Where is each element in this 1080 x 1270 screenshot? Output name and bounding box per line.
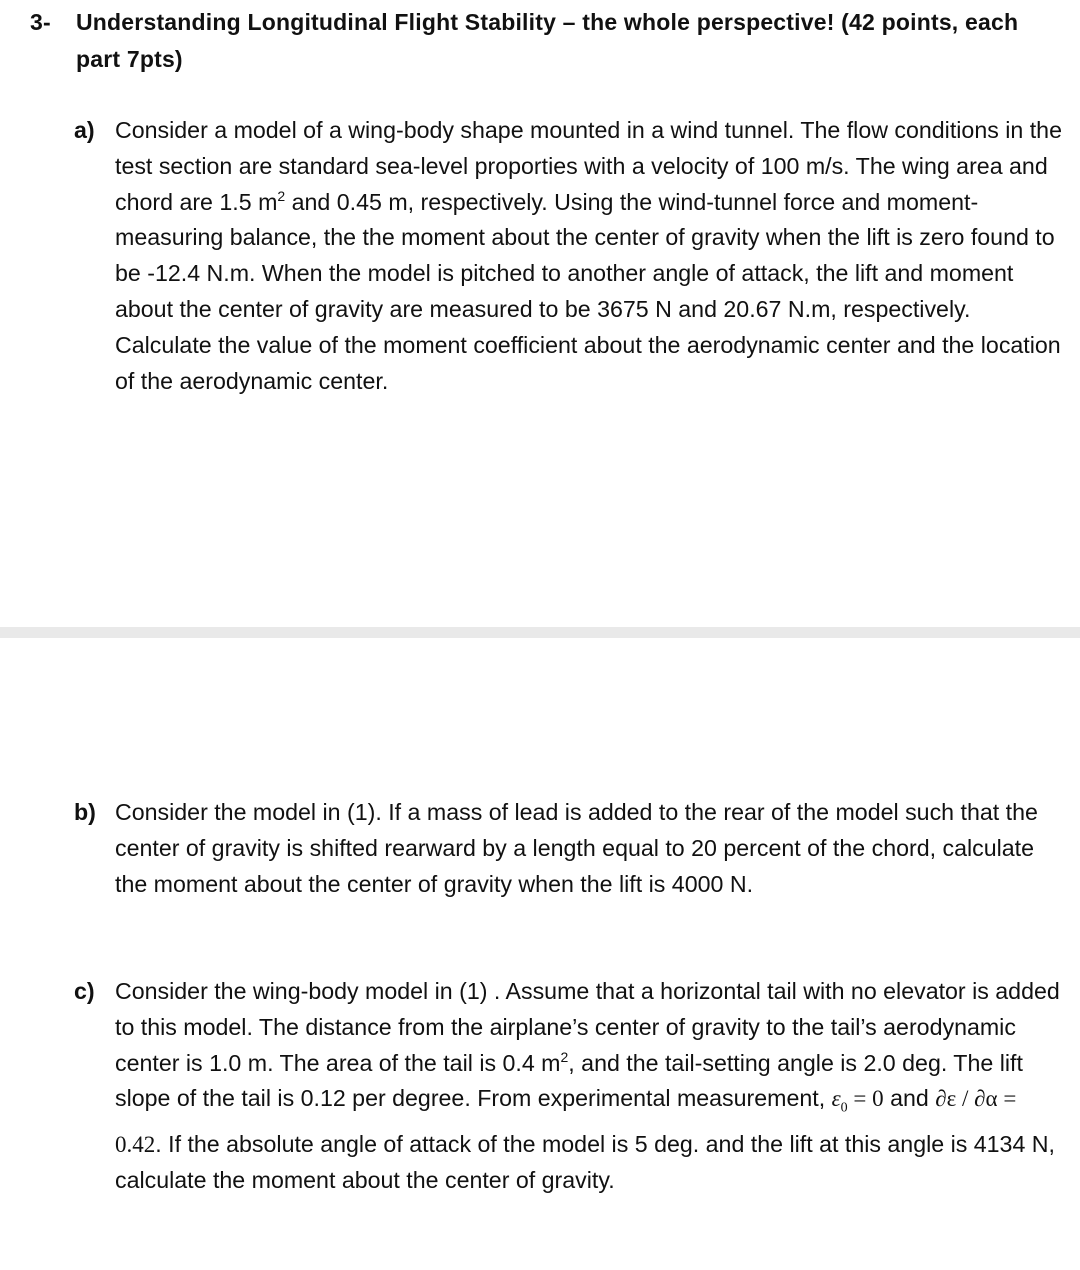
part-c-label: c) xyxy=(74,978,95,1004)
downwash-derivative-equation: ∂ε / ∂α = 0.42 xyxy=(115,1086,1017,1157)
exponent: 2 xyxy=(560,1048,569,1065)
part-c xyxy=(74,974,1064,1198)
part-a-label: a) xyxy=(74,117,95,143)
question-number: 3- xyxy=(30,9,51,35)
part-a xyxy=(74,113,1064,399)
part-b-label: b) xyxy=(74,799,96,825)
exponent: 2 xyxy=(277,187,286,204)
epsilon-zero-equation: $\varepsilon_0 = 0$ xyxy=(831,1086,884,1116)
part-c-text: Consider the wing-body model in (1) . Assume that a horizontal tail with no elevator is added to this model. The distance from the airplane’s center of gravity to the tail’s aerodynamic center is 1.0 m. The area of the tail is 0.4 $m^2$, and the tail-setting angle is 2.0 deg. The lift slope of the tail is 0.12 per degree. From experimental measurement, $\varepsilon_0 = 0$ and ∂ε / ∂α = 0.42. If the absolute angle of attack of the model is 5 deg. and the lift at this angle is 4134 N, calculate the moment about the center of gravity. xyxy=(115,978,1060,1193)
page-divider xyxy=(0,627,1080,638)
question-title: Understanding Longitudinal Flight Stability – the whole perspective! (42 points, each part 7pts) xyxy=(76,9,1019,72)
part-a-text: Consider a model of a wing-body shape mounted in a wind tunnel. The flow conditions in the test section are standard sea-level proporties with a velocity of 100 m/s. The wing area and chord are 1.5 $m^2$ and 0.45 m, respectively. Using the wind-tunnel force and moment-measuring balance, the the moment about the center of gravity when the lift is zero found to be -12.4 N.m. When the model is pitched to another angle of attack, the lift and moment about the center of gravity are measured to be 3675 N and 20.67 N.m, respectively. Calculate the value of the moment coefficient about the aerodynamic center and the location of the aerodynamic center. xyxy=(115,117,1062,394)
question-heading xyxy=(30,4,1060,78)
part-b-text: Consider the model in (1). If a mass of lead is added to the rear of the model such that the center of gravity is shifted rearward by a length equal to 20 percent of the chord, calculate the moment about the center of gravity when the lift is 4000 N. xyxy=(115,799,1038,897)
part-b xyxy=(74,795,1064,902)
